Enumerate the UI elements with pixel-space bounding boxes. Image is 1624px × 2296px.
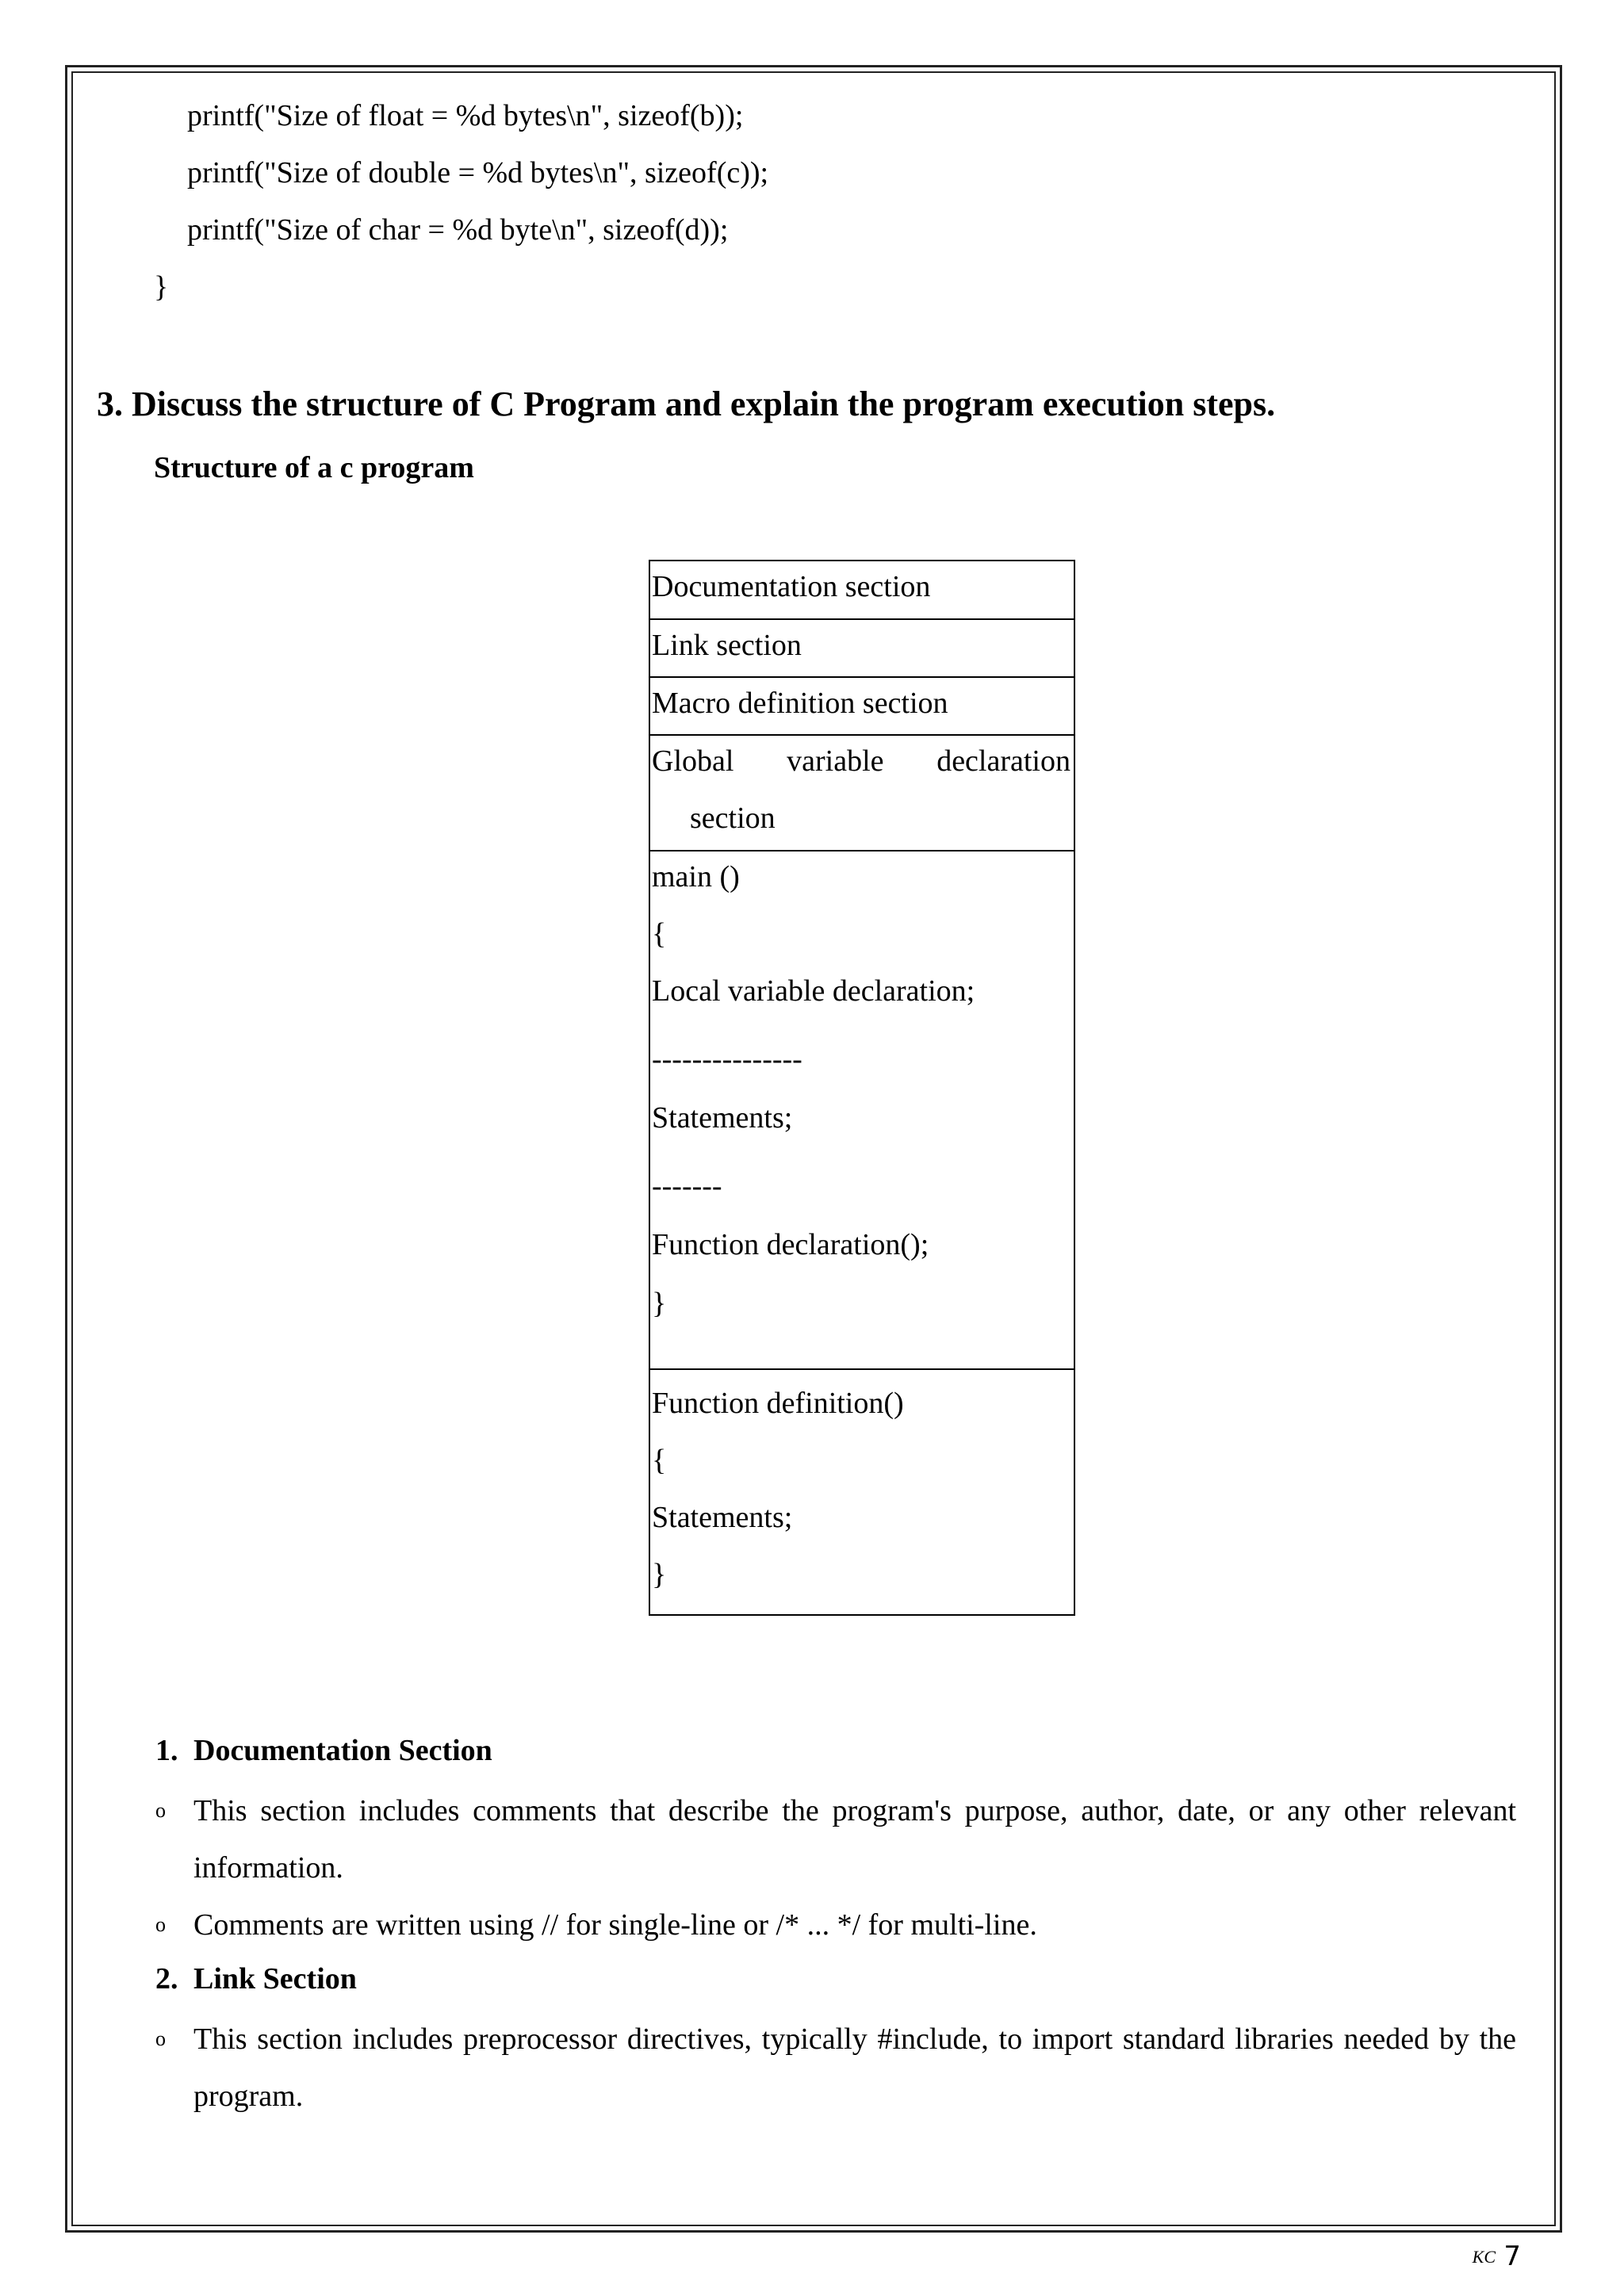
diagram-label: section	[690, 802, 776, 835]
diagram-label: Macro definition section	[652, 687, 948, 720]
diagram-line: ---------------	[652, 1043, 802, 1076]
global-label-line1	[652, 744, 1071, 779]
bullet-icon: o	[155, 2027, 166, 2050]
signature-mark: KC	[1472, 2247, 1496, 2267]
diagram-line: {	[652, 1444, 667, 1477]
diagram-word: Global	[652, 744, 734, 778]
section-title: Link Section	[193, 1962, 357, 1996]
bullet-icon: o	[155, 1913, 166, 1936]
structure-subheading: Structure of a c program	[154, 451, 474, 484]
diagram-line: -------	[652, 1169, 722, 1203]
diagram-label: Link section	[652, 629, 802, 662]
main-section-box	[650, 851, 1074, 1370]
diagram-line: }	[652, 1287, 667, 1320]
documentation-section-box	[650, 561, 1074, 620]
code-line: printf("Size of float = %d bytes\n", sizeof(b));	[187, 99, 744, 132]
section-title: Documentation Section	[193, 1734, 492, 1767]
code-line: printf("Size of double = %d bytes\n", sizeof(c));	[187, 156, 769, 189]
function-definition-box	[650, 1370, 1074, 1616]
c-program-structure-diagram	[649, 560, 1075, 1616]
diagram-line: Function declaration();	[652, 1228, 929, 1261]
bullet-text: This section includes preprocessor directives, typically #include, to import standard libraries needed by the program.	[193, 2022, 1516, 2113]
global-section-box	[650, 736, 1074, 851]
link-section-box	[650, 620, 1074, 678]
code-line: printf("Size of char = %d byte\n", sizeof(d));	[187, 213, 729, 247]
diagram-label: Documentation section	[652, 570, 931, 603]
section-number: 1.	[155, 1734, 178, 1767]
diagram-line: Local variable declaration;	[652, 974, 975, 1008]
bullet-icon: o	[155, 1799, 166, 1822]
question-heading: 3. Discuss the structure of C Program and explain the program execution steps.	[97, 385, 1276, 423]
bullet-text: This section includes comments that describe the program's purpose, author, date, or any other relevant information.	[193, 1794, 1516, 1885]
diagram-line: Statements;	[652, 1101, 793, 1135]
diagram-word: declaration	[936, 744, 1071, 778]
diagram-word: variable	[787, 744, 884, 778]
diagram-line: main ()	[652, 860, 740, 894]
macro-section-box	[650, 678, 1074, 736]
diagram-line: }	[652, 1558, 667, 1591]
bullet-text: Comments are written using // for single-line or /* ... */ for multi-line.	[193, 1908, 1037, 1942]
diagram-line: Function definition()	[652, 1387, 904, 1420]
section-number: 2.	[155, 1962, 178, 1996]
code-closing-brace: }	[154, 270, 169, 304]
diagram-line: Statements;	[652, 1501, 793, 1534]
page-number: 7	[1503, 2241, 1521, 2272]
diagram-line: {	[652, 917, 667, 951]
